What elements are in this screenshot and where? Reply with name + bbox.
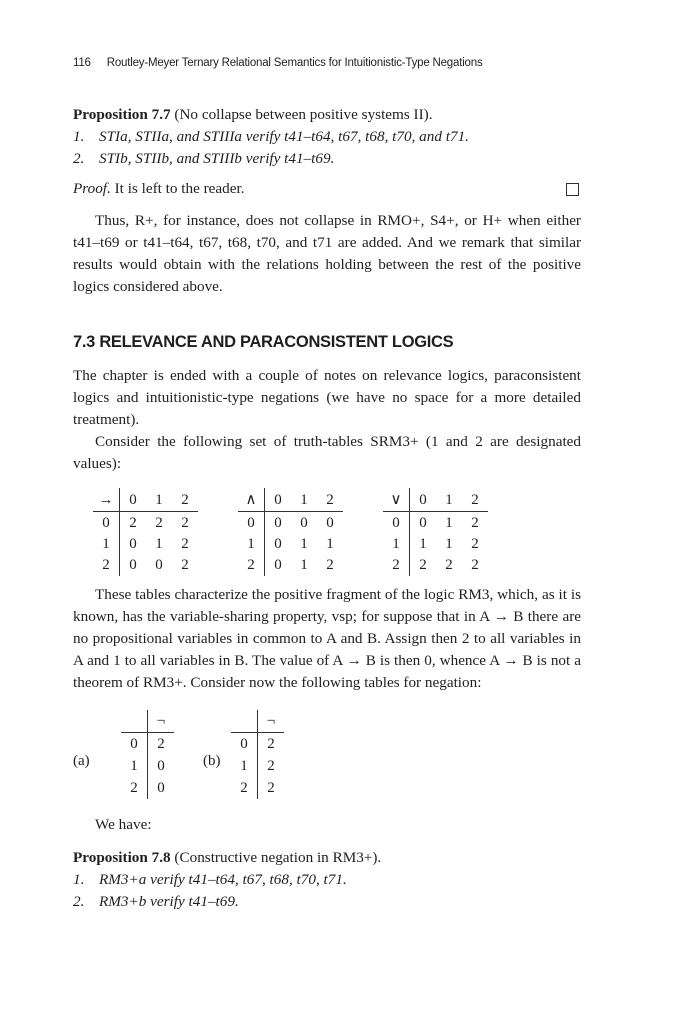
row-header: 0 bbox=[93, 512, 120, 534]
row-header: 2 bbox=[238, 555, 265, 576]
cell: 0 bbox=[157, 758, 165, 774]
cell: 1 bbox=[155, 536, 163, 553]
table-operator: ∨ bbox=[383, 488, 410, 512]
row-header: 0 bbox=[121, 733, 148, 756]
proposition-subtitle: (No collapse between positive systems II). bbox=[174, 106, 433, 123]
row-header: 1 bbox=[121, 755, 148, 777]
cell: 0 bbox=[419, 514, 427, 531]
proposition-7-7-heading bbox=[73, 104, 581, 126]
col-header: 1 bbox=[291, 488, 317, 512]
truth-table-conjunction bbox=[238, 488, 343, 576]
col-header: 2 bbox=[462, 488, 488, 512]
truth-table-disjunction bbox=[383, 488, 488, 576]
paragraph-we-have: We have: bbox=[95, 816, 152, 833]
cell: 0 bbox=[274, 514, 282, 531]
row-header: 2 bbox=[93, 555, 120, 576]
cell: 2 bbox=[267, 736, 275, 752]
cell: 0 bbox=[129, 557, 137, 574]
paragraph-chapter-end: The chapter is ended with a couple of notes on relevance logics, paraconsistent logics and intuitionistic-type negations (we have no space for a more detailed treatment). bbox=[73, 367, 581, 428]
item-number: 1. bbox=[73, 128, 85, 145]
item-number: 2. bbox=[73, 150, 85, 167]
col-header: 1 bbox=[146, 488, 172, 512]
cell: 2 bbox=[157, 736, 165, 752]
paragraph-these-tables: These tables characterize the positive fragment of the logic RM3, which, as it is known, has the variable-sharing property, vsp; for suppose that in A → B there are no propositional variables in common to A and B. Assign then 2 to all variables in A and 1 to all variables in B. The value of A → B is then 0, whence A → B is not a theorem of RM3+. Consider now the following tables for negation: bbox=[73, 586, 581, 691]
truth-table-implication bbox=[93, 488, 198, 576]
cell: 2 bbox=[155, 514, 163, 531]
paragraph-thus: Thus, R+, for instance, does not collapse in RMO+, S4+, or H+ when either t41–t69 or t41–t64, t67, t68, t70, and t71 are added. And we remark that similar results would obtain with the relations holding between the rest of the positive logics considered above. bbox=[73, 212, 581, 295]
cell: 2 bbox=[419, 557, 427, 574]
table-operator: → bbox=[93, 488, 120, 512]
item-text: STIa, STIIa, and STIIIa verify t41–t64, t67, t68, t70, and t71. bbox=[99, 128, 469, 145]
table-operator: ∧ bbox=[238, 488, 265, 512]
cell: 2 bbox=[181, 557, 189, 574]
col-header: 0 bbox=[410, 488, 437, 512]
proposition-item bbox=[73, 148, 581, 170]
item-text: RM3+b verify t41–t69. bbox=[99, 893, 239, 910]
cell: 2 bbox=[267, 780, 275, 796]
truth-tables bbox=[93, 488, 581, 576]
running-header bbox=[73, 57, 483, 69]
cell: 2 bbox=[129, 514, 137, 531]
row-header: 0 bbox=[238, 512, 265, 534]
page-body bbox=[73, 104, 581, 913]
col-header: 0 bbox=[120, 488, 147, 512]
paragraph-consider: Consider the following set of truth-tables SRM3+ (1 and 2 are designated values): bbox=[73, 433, 581, 472]
item-text: STIb, STIIb, and STIIIb verify t41–t69. bbox=[99, 150, 335, 167]
page-number: 116 bbox=[73, 57, 91, 69]
row-header: 2 bbox=[121, 777, 148, 799]
negation-tables bbox=[73, 710, 581, 810]
row-header: 0 bbox=[383, 512, 410, 534]
cell: 0 bbox=[157, 780, 165, 796]
proof bbox=[73, 178, 581, 200]
cell: 2 bbox=[326, 557, 334, 574]
section-heading: 7.3 RELEVANCE AND PARACONSISTENT LOGICS bbox=[73, 333, 454, 351]
row-header: 2 bbox=[231, 777, 258, 799]
table-operator: ¬ bbox=[258, 710, 285, 733]
row-header: 1 bbox=[93, 534, 120, 555]
row-header: 1 bbox=[238, 534, 265, 555]
col-header: 2 bbox=[172, 488, 198, 512]
negation-label-b: (b) bbox=[203, 753, 221, 769]
row-header: 1 bbox=[231, 755, 258, 777]
proof-text: It is left to the reader. bbox=[114, 180, 245, 197]
cell: 0 bbox=[129, 536, 137, 553]
cell: 2 bbox=[181, 514, 189, 531]
proposition-item bbox=[73, 891, 581, 913]
cell: 0 bbox=[155, 557, 163, 574]
proposition-item bbox=[73, 126, 581, 148]
item-text: RM3+a verify t41–t64, t67, t68, t70, t71. bbox=[99, 871, 347, 888]
running-title: Routley-Meyer Ternary Relational Semantics for Intuitionistic-Type Negations bbox=[106, 57, 483, 69]
proposition-subtitle: (Constructive negation in RM3+). bbox=[174, 849, 382, 866]
cell: 1 bbox=[300, 536, 308, 553]
cell: 2 bbox=[471, 557, 479, 574]
table-operator: ¬ bbox=[148, 710, 175, 733]
proposition-item bbox=[73, 869, 581, 891]
cell: 1 bbox=[445, 536, 453, 553]
cell: 2 bbox=[181, 536, 189, 553]
item-number: 1. bbox=[73, 871, 85, 888]
col-header: 2 bbox=[317, 488, 343, 512]
row-header: 2 bbox=[383, 555, 410, 576]
row-header: 0 bbox=[231, 733, 258, 756]
cell: 2 bbox=[471, 536, 479, 553]
proof-label: Proof. bbox=[73, 180, 111, 197]
col-header: 0 bbox=[265, 488, 292, 512]
cell: 0 bbox=[326, 514, 334, 531]
col-header: 1 bbox=[436, 488, 462, 512]
cell: 2 bbox=[471, 514, 479, 531]
cell: 0 bbox=[300, 514, 308, 531]
negation-table-b bbox=[231, 710, 284, 799]
cell: 1 bbox=[419, 536, 427, 553]
qed-box-icon bbox=[566, 183, 579, 196]
proposition-title: Proposition 7.8 bbox=[73, 849, 171, 866]
cell: 1 bbox=[300, 557, 308, 574]
proposition-title: Proposition 7.7 bbox=[73, 106, 171, 123]
proposition-7-8-heading bbox=[73, 847, 581, 869]
cell: 2 bbox=[445, 557, 453, 574]
negation-label-a: (a) bbox=[73, 753, 90, 769]
cell: 0 bbox=[274, 536, 282, 553]
cell: 1 bbox=[326, 536, 334, 553]
cell: 2 bbox=[267, 758, 275, 774]
item-number: 2. bbox=[73, 893, 85, 910]
negation-table-a bbox=[121, 710, 174, 799]
cell: 0 bbox=[274, 557, 282, 574]
cell: 1 bbox=[445, 514, 453, 531]
row-header: 1 bbox=[383, 534, 410, 555]
